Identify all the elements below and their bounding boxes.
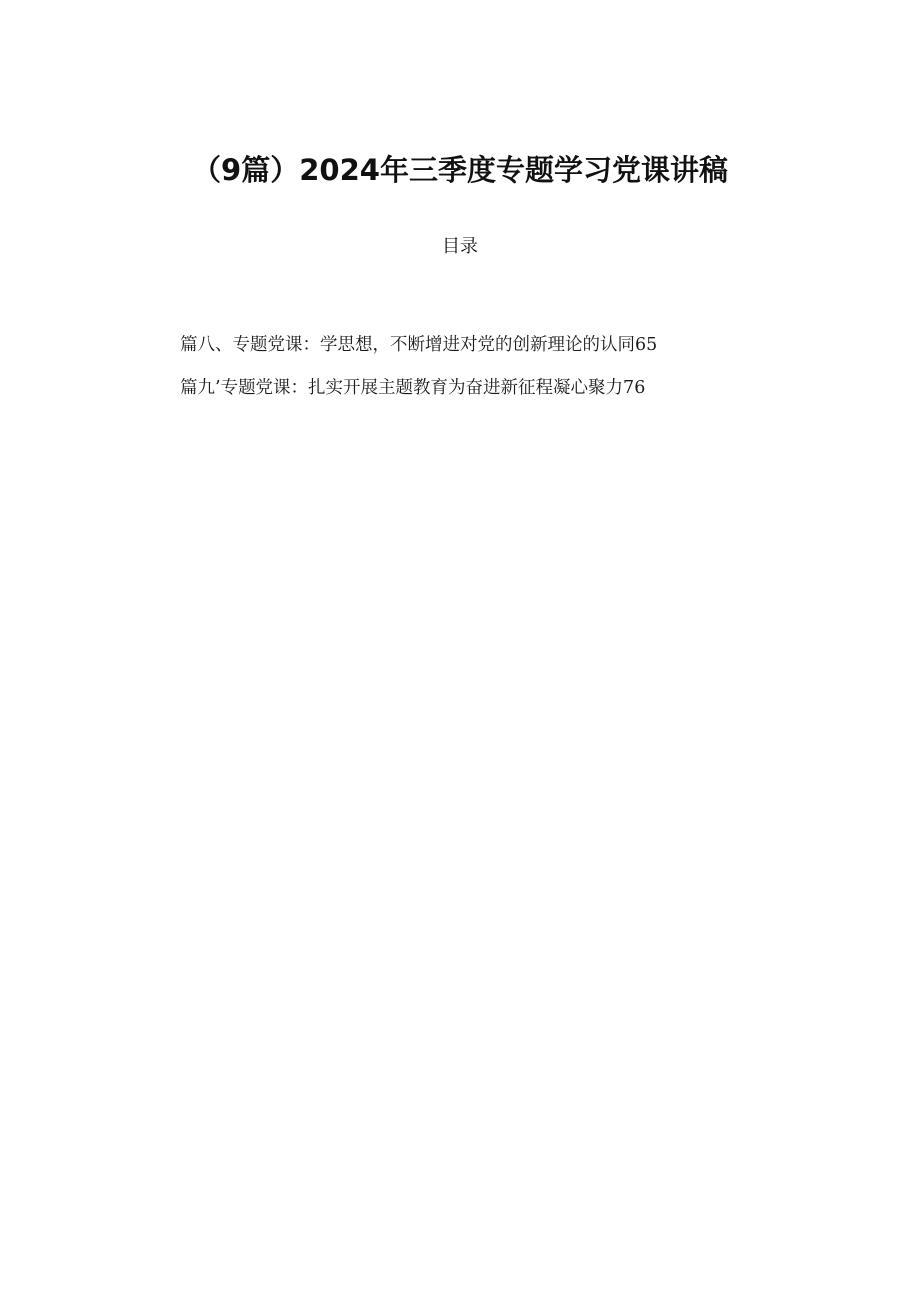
table-of-contents [180, 330, 800, 416]
toc-heading: 目录 [442, 236, 478, 257]
toc-item-chapter-8[interactable]: 篇八、专题党课：学思想，不断增进对党的创新理论的认同65 [180, 335, 658, 355]
document-title: （9篇）2024年三季度专题学习党课讲稿 [192, 153, 728, 187]
toc-item-chapter-9[interactable]: 篇九’专题党课：扎实开展主题教育为奋进新征程凝心聚力76 [180, 378, 646, 398]
